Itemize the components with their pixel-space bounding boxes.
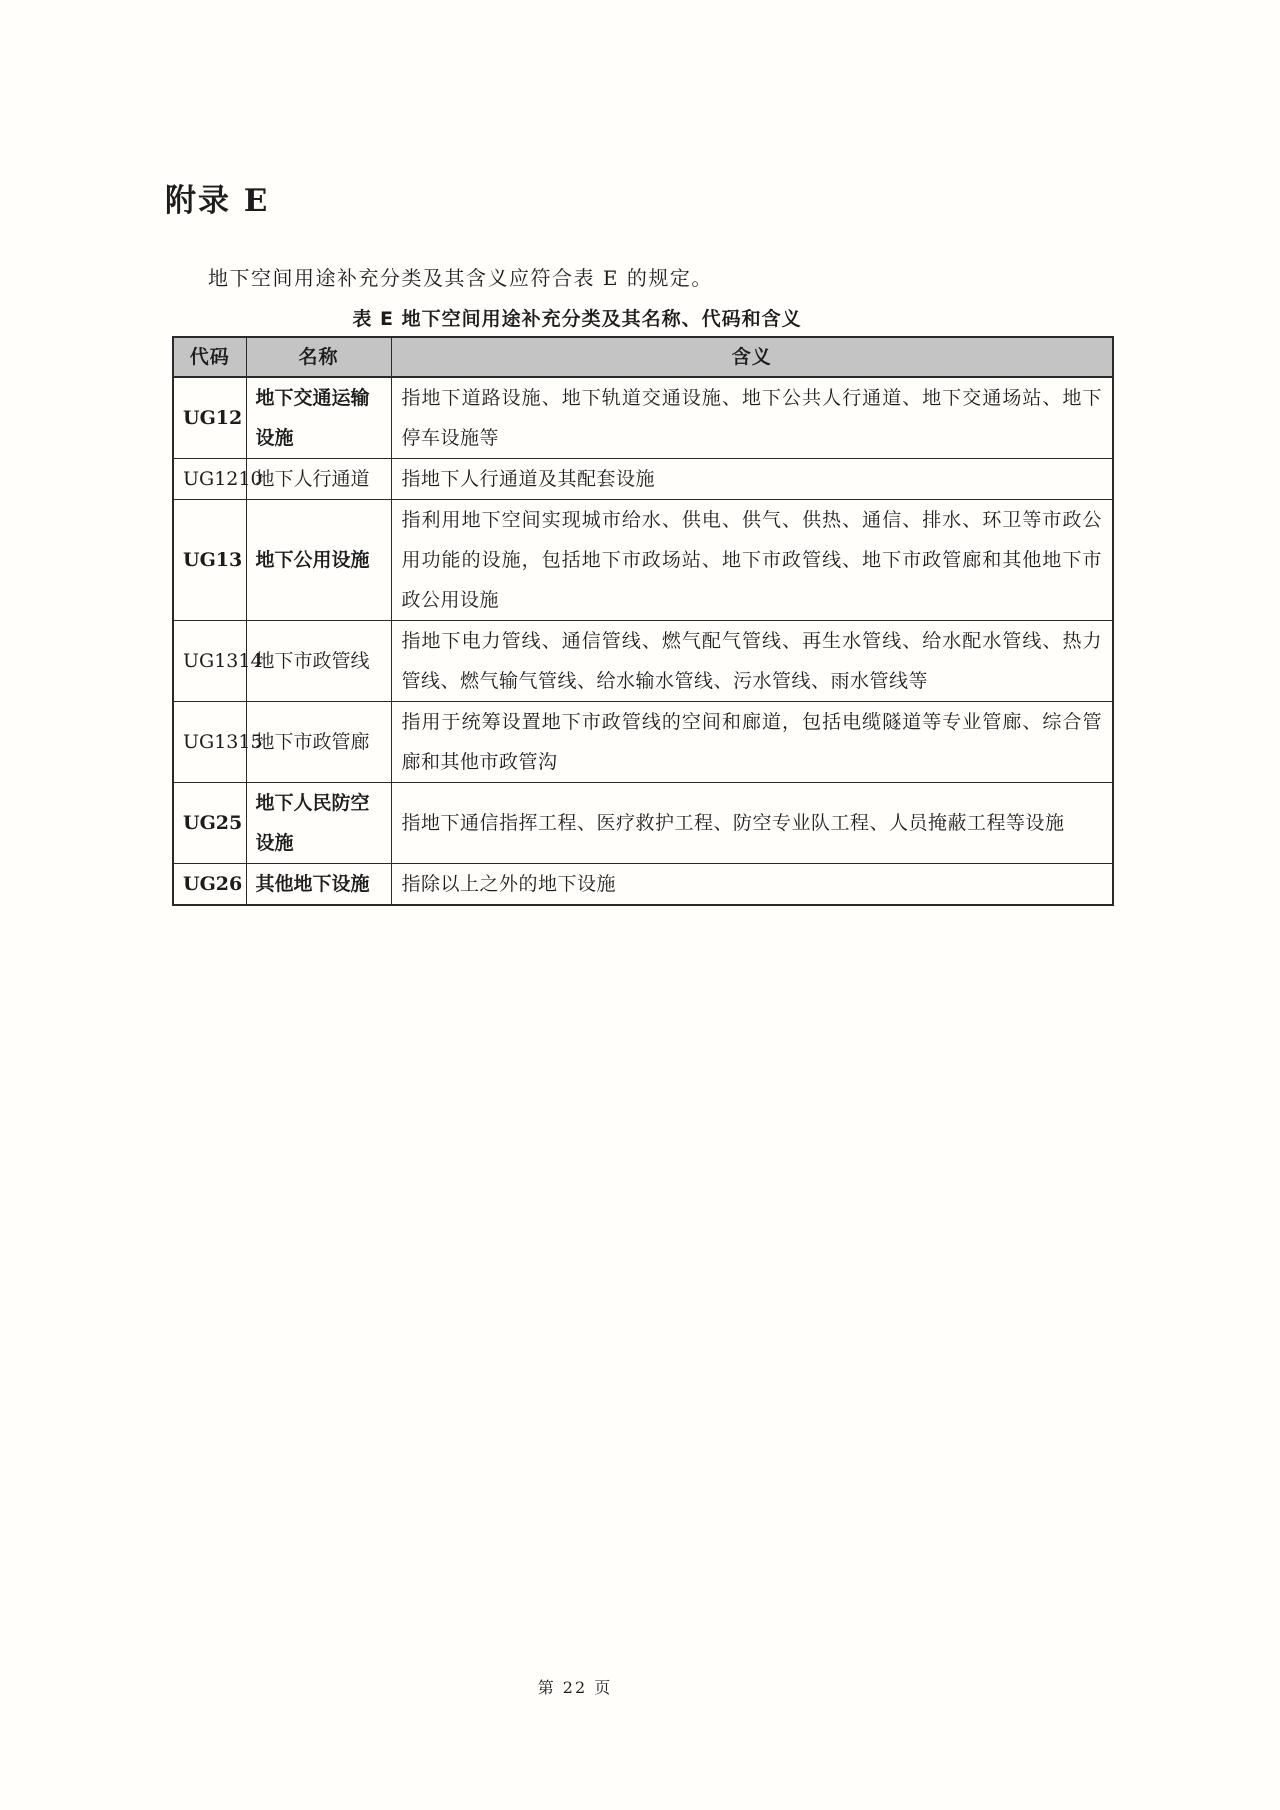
table-row: [173, 783, 1113, 864]
table-caption: 表 E 地下空间用途补充分类及其名称、代码和含义: [352, 308, 802, 330]
meaning-cell: 指地下通信指挥工程、医疗救护工程、防空专业队工程、人员掩蔽工程等设施: [391, 783, 1113, 864]
table-row: [173, 702, 1113, 783]
name-cell: 地下交通运输设施: [246, 377, 391, 459]
code-cell: UG12: [173, 377, 246, 459]
table-row: [173, 621, 1113, 702]
code-cell: UG26: [173, 864, 246, 906]
meaning-cell: 指利用地下空间实现城市给水、供电、供气、供热、通信、排水、环卫等市政公用功能的设施，包括地下市政场站、地下市政管线、地下市政管廊和其他地下市政公用设施: [391, 500, 1113, 621]
table-row: [173, 377, 1113, 459]
code-cell: UG13: [173, 500, 246, 621]
header-cell-code: 代码: [173, 337, 246, 377]
meaning-cell: 指用于统筹设置地下市政管线的空间和廊道，包括电缆隧道等专业管廊、综合管廊和其他市政管沟: [391, 702, 1113, 783]
classification-table: [172, 336, 1114, 906]
name-cell: 地下市政管廊: [246, 702, 391, 783]
code-cell: UG25: [173, 783, 246, 864]
header-cell-meaning: 含义: [391, 337, 1113, 377]
table-header-row: [173, 337, 1113, 377]
page-number-footer: 第 22 页: [537, 1678, 613, 1697]
table-row: [173, 500, 1113, 621]
meaning-cell: 指除以上之外的地下设施: [391, 864, 1113, 906]
table-row: [173, 864, 1113, 906]
meaning-cell: 指地下电力管线、通信管线、燃气配气管线、再生水管线、给水配水管线、热力管线、燃气输气管线、给水输水管线、污水管线、雨水管线等: [391, 621, 1113, 702]
code-cell: UG1210: [173, 459, 246, 500]
name-cell: 地下人行通道: [246, 459, 391, 500]
name-cell: 地下人民防空设施: [246, 783, 391, 864]
intro-paragraph: 地下空间用途补充分类及其含义应符合表 E 的规定。: [208, 266, 713, 290]
table-row: [173, 459, 1113, 500]
name-cell: 地下公用设施: [246, 500, 391, 621]
appendix-title: 附录 E: [165, 183, 270, 219]
header-cell-name: 名称: [246, 337, 391, 377]
meaning-cell: 指地下道路设施、地下轨道交通设施、地下公共人行通道、地下交通场站、地下停车设施等: [391, 377, 1113, 459]
name-cell: 地下市政管线: [246, 621, 391, 702]
meaning-cell: 指地下人行通道及其配套设施: [391, 459, 1113, 500]
name-cell: 其他地下设施: [246, 864, 391, 906]
code-cell: UG1315: [173, 702, 246, 783]
code-cell: UG1314: [173, 621, 246, 702]
